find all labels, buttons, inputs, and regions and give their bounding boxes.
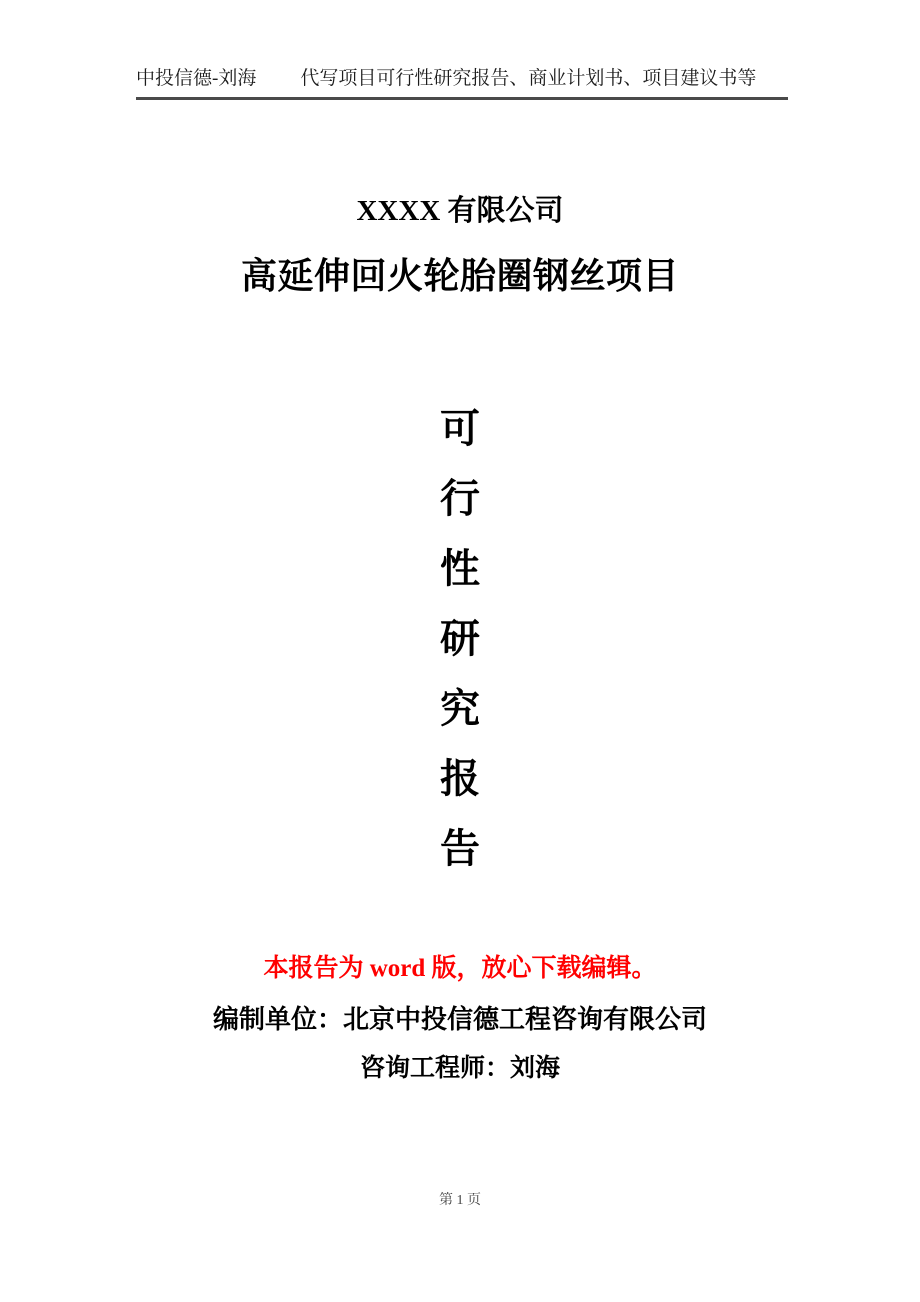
page-number: 第 1 页 xyxy=(439,1193,481,1208)
page-footer xyxy=(0,1189,920,1209)
word-version-notice: 本报告为 word 版，放心下载编辑。 xyxy=(263,955,657,982)
vertical-title-char: 告 xyxy=(440,826,480,872)
prepared-by-value: 北京中投信德工程咨询有限公司 xyxy=(343,1005,708,1034)
project-title: 高延伸回火轮胎圈钢丝项目 xyxy=(240,256,679,296)
company-name: XXXX 有限公司 xyxy=(356,195,564,227)
engineer-line xyxy=(0,1048,920,1084)
vertical-title-char: 性 xyxy=(440,546,480,592)
vertical-title-char: 行 xyxy=(440,476,480,522)
vertical-title-char: 究 xyxy=(440,686,480,732)
page-header xyxy=(136,63,788,100)
prepared-by-label: 编制单位： xyxy=(212,1005,343,1034)
engineer-value: 刘海 xyxy=(510,1055,561,1082)
vertical-title-char: 可 xyxy=(440,406,480,452)
engineer-label: 咨询工程师： xyxy=(359,1055,510,1082)
report-type-vertical-title xyxy=(0,394,920,884)
header-author: 中投信德-刘海 xyxy=(136,68,257,89)
prepared-by-line xyxy=(0,999,920,1036)
vertical-title-char: 报 xyxy=(440,756,480,802)
vertical-title-char: 研 xyxy=(440,616,480,662)
header-services-text: 代写项目可行性研究报告、商业计划书、项目建议书等 xyxy=(300,68,757,89)
